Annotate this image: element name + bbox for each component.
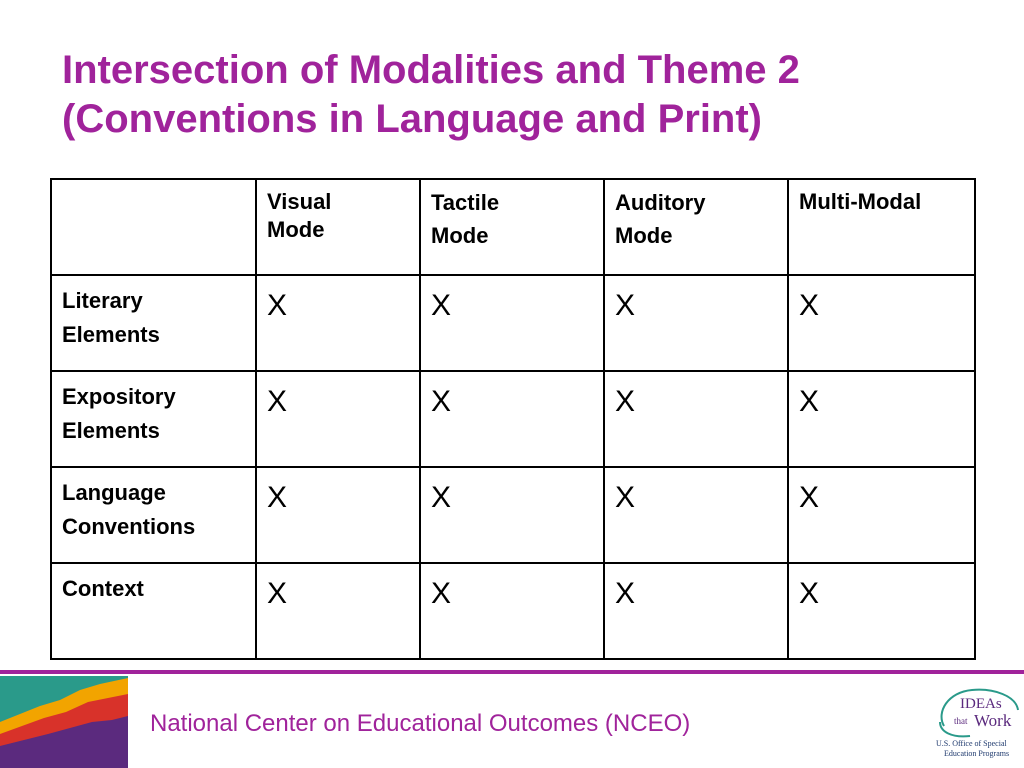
row-label-language: Language Conventions [51,467,256,563]
header-cell-visual: Visual Mode [256,179,420,275]
logo-caption-2: Education Programs [944,749,1010,758]
table-cell-mark: X [788,371,975,467]
logo-word-that: that [954,716,968,726]
header-cell-multimodal: Multi-Modal [788,179,975,275]
title-line-2: (Conventions in Language and Print) [62,97,762,141]
row-label-literary: Literary Elements [51,275,256,371]
table-cell-mark: X [256,563,420,659]
row-label-context: Context [51,563,256,659]
table-cell-mark: X [604,467,788,563]
table-cell-mark: X [788,563,975,659]
logo-word-work: Work [974,711,1012,730]
table-row [51,275,975,371]
table-cell-mark: X [256,371,420,467]
logo-caption-1: U.S. Office of Special [936,739,1007,748]
table-cell-mark: X [788,467,975,563]
footer-divider [0,670,1024,674]
table-cell-mark: X [420,275,604,371]
header-cell-empty [51,179,256,275]
table-row [51,563,975,659]
table-header-row [51,179,975,275]
table-cell-mark: X [420,467,604,563]
table-cell-mark: X [256,467,420,563]
table-cell-mark: X [604,563,788,659]
table-cell-mark: X [420,371,604,467]
modalities-table [50,178,976,660]
header-cell-tactile: Tactile Mode [420,179,604,275]
title-line-1: Intersection of Modalities and Theme 2 [62,48,800,92]
table-cell-mark: X [788,275,975,371]
nceo-chart-logo [0,676,128,768]
table-cell-mark: X [604,371,788,467]
table-row [51,371,975,467]
table-cell-mark: X [256,275,420,371]
table-cell-mark: X [604,275,788,371]
ideas-that-work-logo [930,682,1024,766]
row-label-expository: Expository Elements [51,371,256,467]
logo-word-ideas: IDEAs [960,696,1002,712]
table-row [51,467,975,563]
header-cell-auditory: Auditory Mode [604,179,788,275]
slide-title [62,46,962,144]
footer-org-name: National Center on Educational Outcomes (NCEO) [150,710,691,737]
table-cell-mark: X [420,563,604,659]
